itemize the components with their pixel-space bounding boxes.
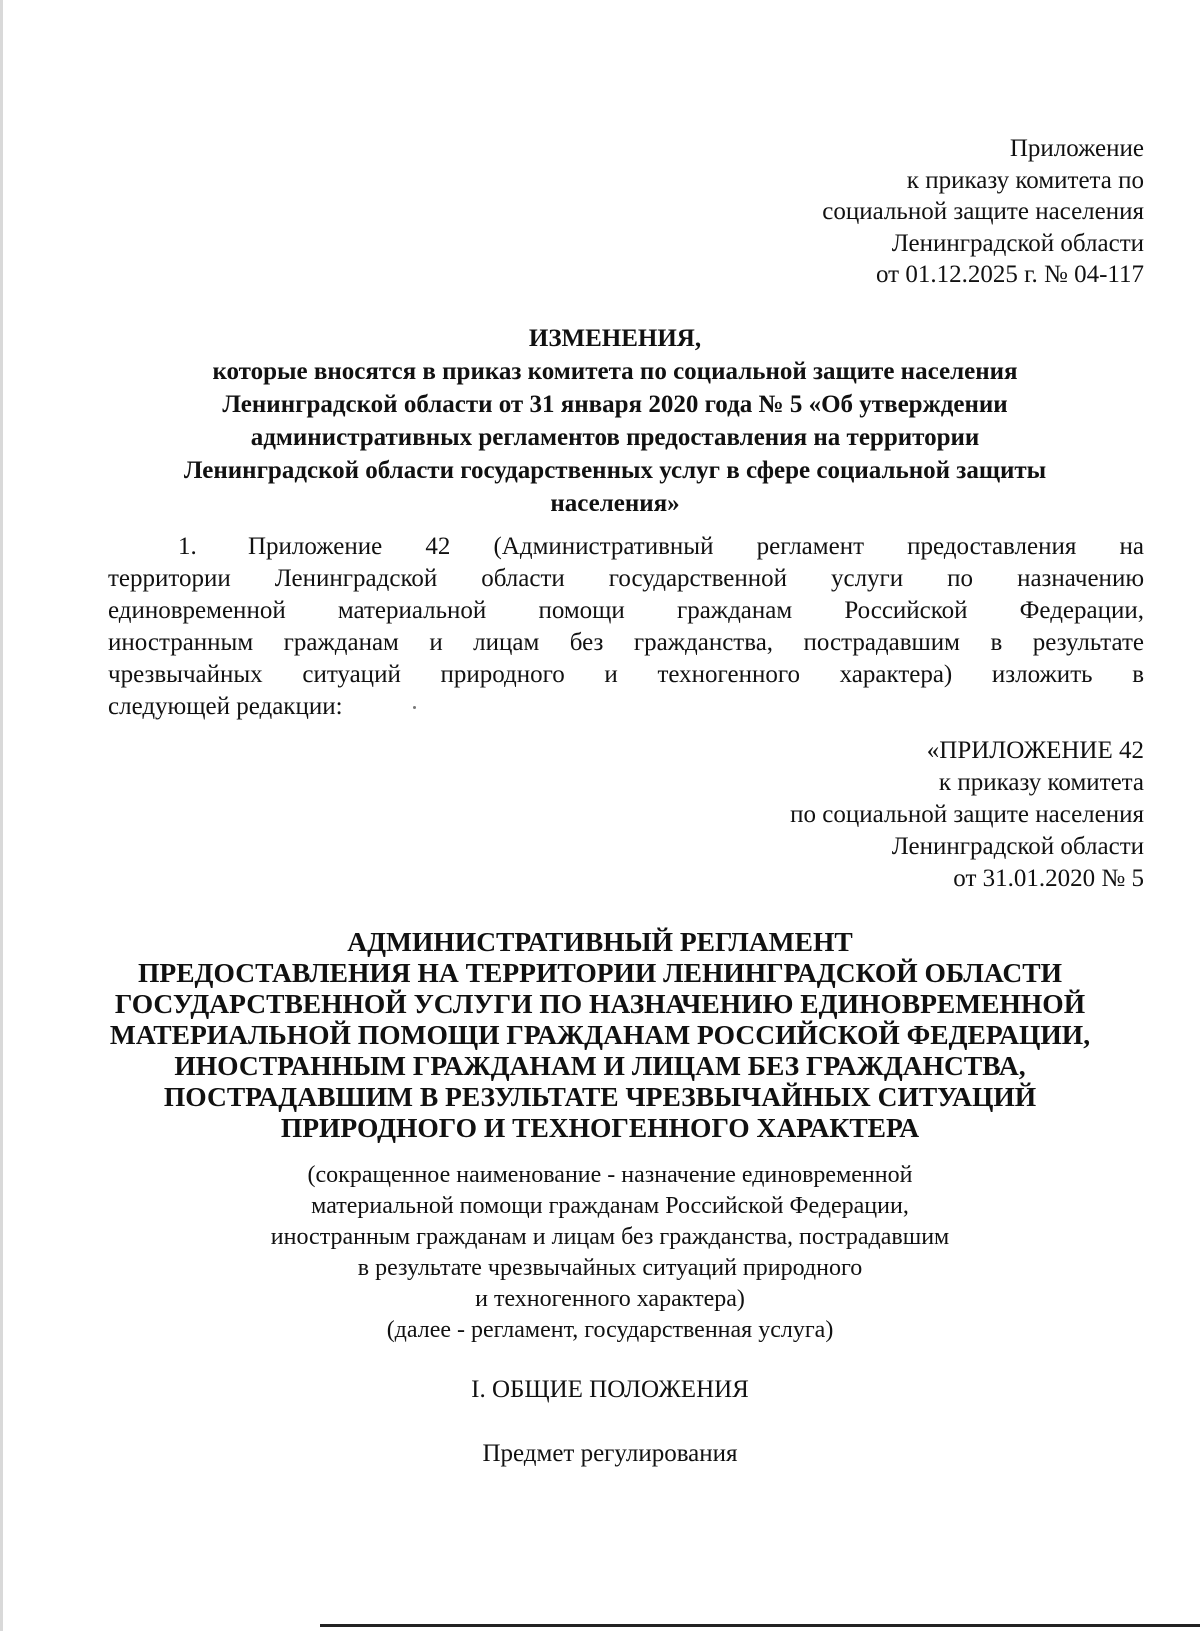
appendix-line: «ПРИЛОЖЕНИЕ 42 bbox=[926, 737, 1144, 764]
approval-line: к приказу комитета по bbox=[906, 166, 1144, 194]
approval-line: Ленинградской области bbox=[891, 229, 1144, 257]
changes-title bbox=[100, 322, 1130, 520]
subsection-heading: Предмет регулирования bbox=[482, 1440, 738, 1467]
section-heading: I. ОБЩИЕ ПОЛОЖЕНИЯ bbox=[471, 1376, 749, 1403]
item-line: территории Ленинградской области государственной услуги по назначению bbox=[108, 565, 1144, 592]
regulation-title bbox=[95, 926, 1105, 1143]
regulation-title-line: ПРИРОДНОГО И ТЕХНОГЕННОГО ХАРАКТЕРА bbox=[280, 1112, 920, 1143]
regulation-title-line: МАТЕРИАЛЬНОЙ ПОМОЩИ ГРАЖДАНАМ РОССИЙСКОЙ ФЕДЕРАЦИИ, bbox=[109, 1019, 1091, 1050]
approval-block bbox=[822, 133, 1144, 291]
approval-line: от 01.12.2025 г. № 04-117 bbox=[875, 261, 1144, 288]
appendix-line: к приказу комитета bbox=[938, 769, 1144, 796]
regulation-title-line: ГОСУДАРСТВЕННОЙ УСЛУГИ ПО НАЗНАЧЕНИЮ ЕДИНОВРЕМЕННОЙ bbox=[114, 988, 1086, 1019]
item-line-text: Приложение 42 (Административный регламент предоставления на bbox=[248, 533, 1144, 560]
short-name-line: (сокращенное наименование - назначение единовременной bbox=[307, 1162, 913, 1188]
approval-line: социальной защите населения bbox=[822, 198, 1144, 225]
item-line: иностранным гражданам и лицам без гражданства, пострадавшим в результате bbox=[108, 629, 1144, 656]
amendment-item-1 bbox=[108, 531, 1144, 723]
short-name-line: (далее - регламент, государственная услуга) bbox=[386, 1317, 834, 1343]
item-line bbox=[108, 531, 1144, 563]
appendix-block bbox=[790, 735, 1144, 895]
changes-title-line: административных регламентов предоставления на территории bbox=[250, 424, 980, 451]
changes-title-line: Ленинградской области от 31 января 2020 года № 5 «Об утверждении bbox=[222, 391, 1008, 418]
changes-title-line: которые вносятся в приказ комитета по социальной защите населения bbox=[212, 358, 1018, 385]
appendix-line: от 31.01.2020 № 5 bbox=[953, 865, 1144, 892]
regulation-title-line: ПРЕДОСТАВЛЕНИЯ НА ТЕРРИТОРИИ ЛЕНИНГРАДСКОЙ ОБЛАСТИ bbox=[138, 957, 1062, 988]
regulation-title-line: ИНОСТРАННЫМ ГРАЖДАНАМ И ЛИЦАМ БЕЗ ГРАЖДАНСТВА, bbox=[174, 1050, 1026, 1081]
item-line: чрезвычайных ситуаций природного и техногенного характера) изложить в bbox=[108, 661, 1144, 688]
short-name-line: иностранным гражданам и лицам без гражданства, пострадавшим bbox=[270, 1224, 950, 1250]
scan-edge-bottom bbox=[320, 1624, 1200, 1627]
changes-title-line: населения» bbox=[550, 490, 680, 517]
item-line: единовременной материальной помощи гражданам Российской Федерации, bbox=[108, 597, 1144, 624]
appendix-line: по социальной защите населения bbox=[790, 801, 1144, 828]
regulation-title-line: АДМИНИСТРАТИВНЫЙ РЕГЛАМЕНТ bbox=[347, 926, 853, 957]
short-name-line: и техногенного характера) bbox=[475, 1286, 745, 1312]
approval-line: Приложение bbox=[1009, 135, 1144, 162]
scan-edge-left bbox=[0, 0, 3, 1631]
short-name-line: в результате чрезвычайных ситуаций природного bbox=[357, 1255, 863, 1281]
item-number: 1. bbox=[178, 533, 197, 560]
changes-title-line: Ленинградской области государственных услуг в сфере социальной защиты bbox=[183, 457, 1047, 484]
short-name-block bbox=[200, 1160, 1020, 1346]
short-name-line: материальной помощи гражданам Российской Федерации, bbox=[311, 1193, 909, 1219]
scan-speck bbox=[413, 706, 416, 709]
appendix-line: Ленинградской области bbox=[891, 833, 1144, 860]
item-line: следующей редакции: bbox=[108, 693, 343, 720]
changes-title-line: ИЗМЕНЕНИЯ, bbox=[528, 325, 702, 352]
regulation-title-line: ПОСТРАДАВШИМ В РЕЗУЛЬТАТЕ ЧРЕЗВЫЧАЙНЫХ СИТУАЦИЙ bbox=[163, 1081, 1037, 1112]
